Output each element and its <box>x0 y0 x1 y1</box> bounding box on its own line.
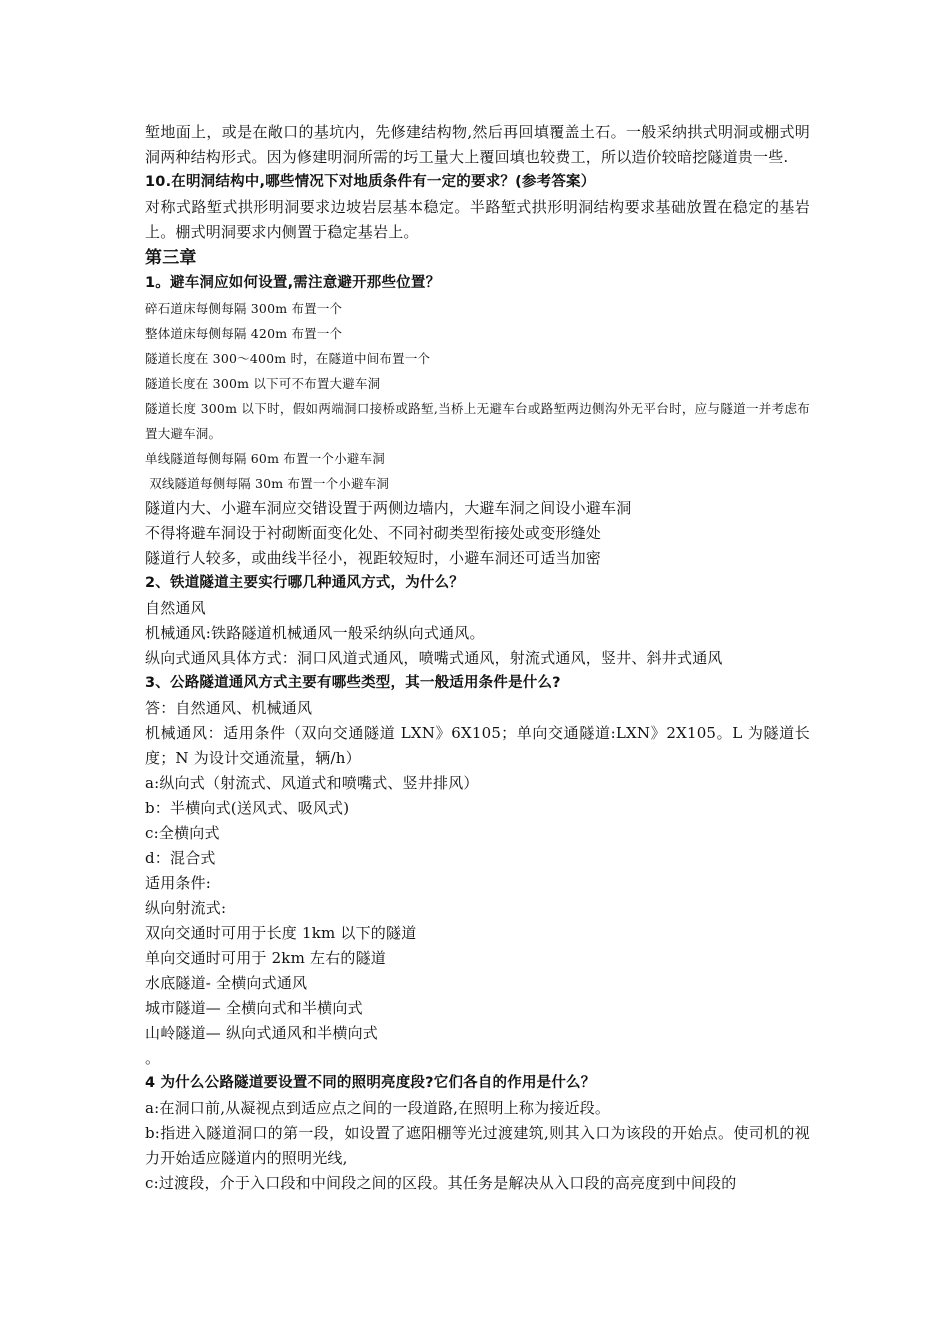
q4-a: a:在洞口前,从凝视点到适应点之间的一段道路,在照明上称为接近段。 <box>145 1099 611 1117</box>
question-2-title: 2、铁道隧道主要实行哪几种通风方式，为什么？ <box>145 575 464 591</box>
q3-line: 纵向射流式: <box>145 899 227 917</box>
q1-item: 双线隧道每侧每隔 30m 布置一个小避车洞 <box>145 476 390 491</box>
q3-line: a:纵向式（射流式、风道式和喷嘴式、竖井排风） <box>145 774 479 792</box>
question-10-answer: 对称式路堑式拱形明洞要求边坡岩层基本稳定。半路堑式拱形明洞结构要求基础放置在稳定的基岩上。棚式明洞要求内侧置于稳定基岩上。 <box>145 198 810 241</box>
intro-paragraph: 堑地面上，或是在敞口的基坑内，先修建结构物,然后再回填覆盖土石。一般采纳拱式明洞或棚式明洞两种结构形式。因为修建明洞所需的圬工量大上覆回填也较费工，所以造价较暗挖隧道贵一些. <box>145 123 810 166</box>
q2-line: 机械通风:铁路隧道机械通风一般采纳纵向式通风。 <box>145 624 485 642</box>
q3-line: 山岭隧道— 纵向式通风和半横向式 <box>145 1024 378 1042</box>
q1-item: 隧道长度在 300m 以下可不布置大避车洞 <box>145 376 381 391</box>
q3-line: 城市隧道— 全横向式和半横向式 <box>145 999 363 1017</box>
question-1-title: 1。避车洞应如何设置,需注意避开那些位置？ <box>145 275 441 291</box>
q3-answer-intro: 答：自然通风、机械通风 <box>145 699 313 717</box>
q4-b: b:指进入隧道洞口的第一段，如设置了遮阳棚等光过渡建筑,则其入口为该段的开始点。使司机的视力开始适应隧道内的照明光线, <box>145 1124 810 1167</box>
q1-item: 隧道长度在 300～400m 时，在隧道中间布置一个 <box>145 351 431 366</box>
q1-item: 隧道长度 300m 以下时，假如两端洞口接桥或路堑,当桥上无避车台或路堑两边侧沟外无平台时，应与隧道一并考虑布置大避车洞。 <box>145 401 810 441</box>
q3-mechanical: 机械通风：适用条件（双向交通隧道 LXN》6X105；单向交通隧道:LXN》2X105。L 为隧道长度；N 为设计交通流量，辆/h） <box>145 724 810 767</box>
q4-c: c:过渡段，介于入口段和中间段之间的区段。其任务是解决从入口段的高亮度到中间段的 <box>145 1174 737 1192</box>
q3-line: d：混合式 <box>145 849 216 867</box>
q2-line: 自然通风 <box>145 599 206 617</box>
q2-line: 纵向式通风具体方式：洞口风道式通风，喷嘴式通风，射流式通风，竖井、斜井式通风 <box>145 649 723 667</box>
q1-item: 单线隧道每侧每隔 60m 布置一个小避车洞 <box>145 451 385 466</box>
question-10-title: 10.在明洞结构中,哪些情况下对地质条件有一定的要求？(参考答案） <box>145 174 596 190</box>
q3-line: 。 <box>145 1049 161 1067</box>
q3-line: b：半横向式(送风式、吸风式) <box>145 799 350 817</box>
question-3-title: 3、公路隧道通风方式主要有哪些类型，其一般适用条件是什么? <box>145 675 561 691</box>
q1-note: 隧道行人较多，或曲线半径小，视距较短时，小避车洞还可适当加密 <box>145 549 602 567</box>
q3-line: 适用条件: <box>145 874 212 892</box>
document-page <box>145 120 810 1196</box>
q3-line: 水底隧道- 全横向式通风 <box>145 974 308 992</box>
q1-note: 不得将避车洞设于衬砌断面变化处、不同衬砌类型衔接处或变形缝处 <box>145 524 602 542</box>
q1-item: 整体道床每侧每隔 420m 布置一个 <box>145 326 343 341</box>
q1-item: 碎石道床每侧每隔 300m 布置一个 <box>145 301 343 316</box>
q1-note: 隧道内大、小避车洞应交错设置于两侧边墙内，大避车洞之间设小避车洞 <box>145 499 632 517</box>
chapter-heading: 第三章 <box>145 248 197 268</box>
q3-line: c:全横向式 <box>145 824 220 842</box>
q3-line: 单向交通时可用于 2km 左右的隧道 <box>145 949 386 967</box>
q3-line: 双向交通时可用于长度 1km 以下的隧道 <box>145 924 417 942</box>
question-4-title: 4 为什么公路隧道要设置不同的照明亮度段?它们各自的作用是什么？ <box>145 1075 596 1091</box>
